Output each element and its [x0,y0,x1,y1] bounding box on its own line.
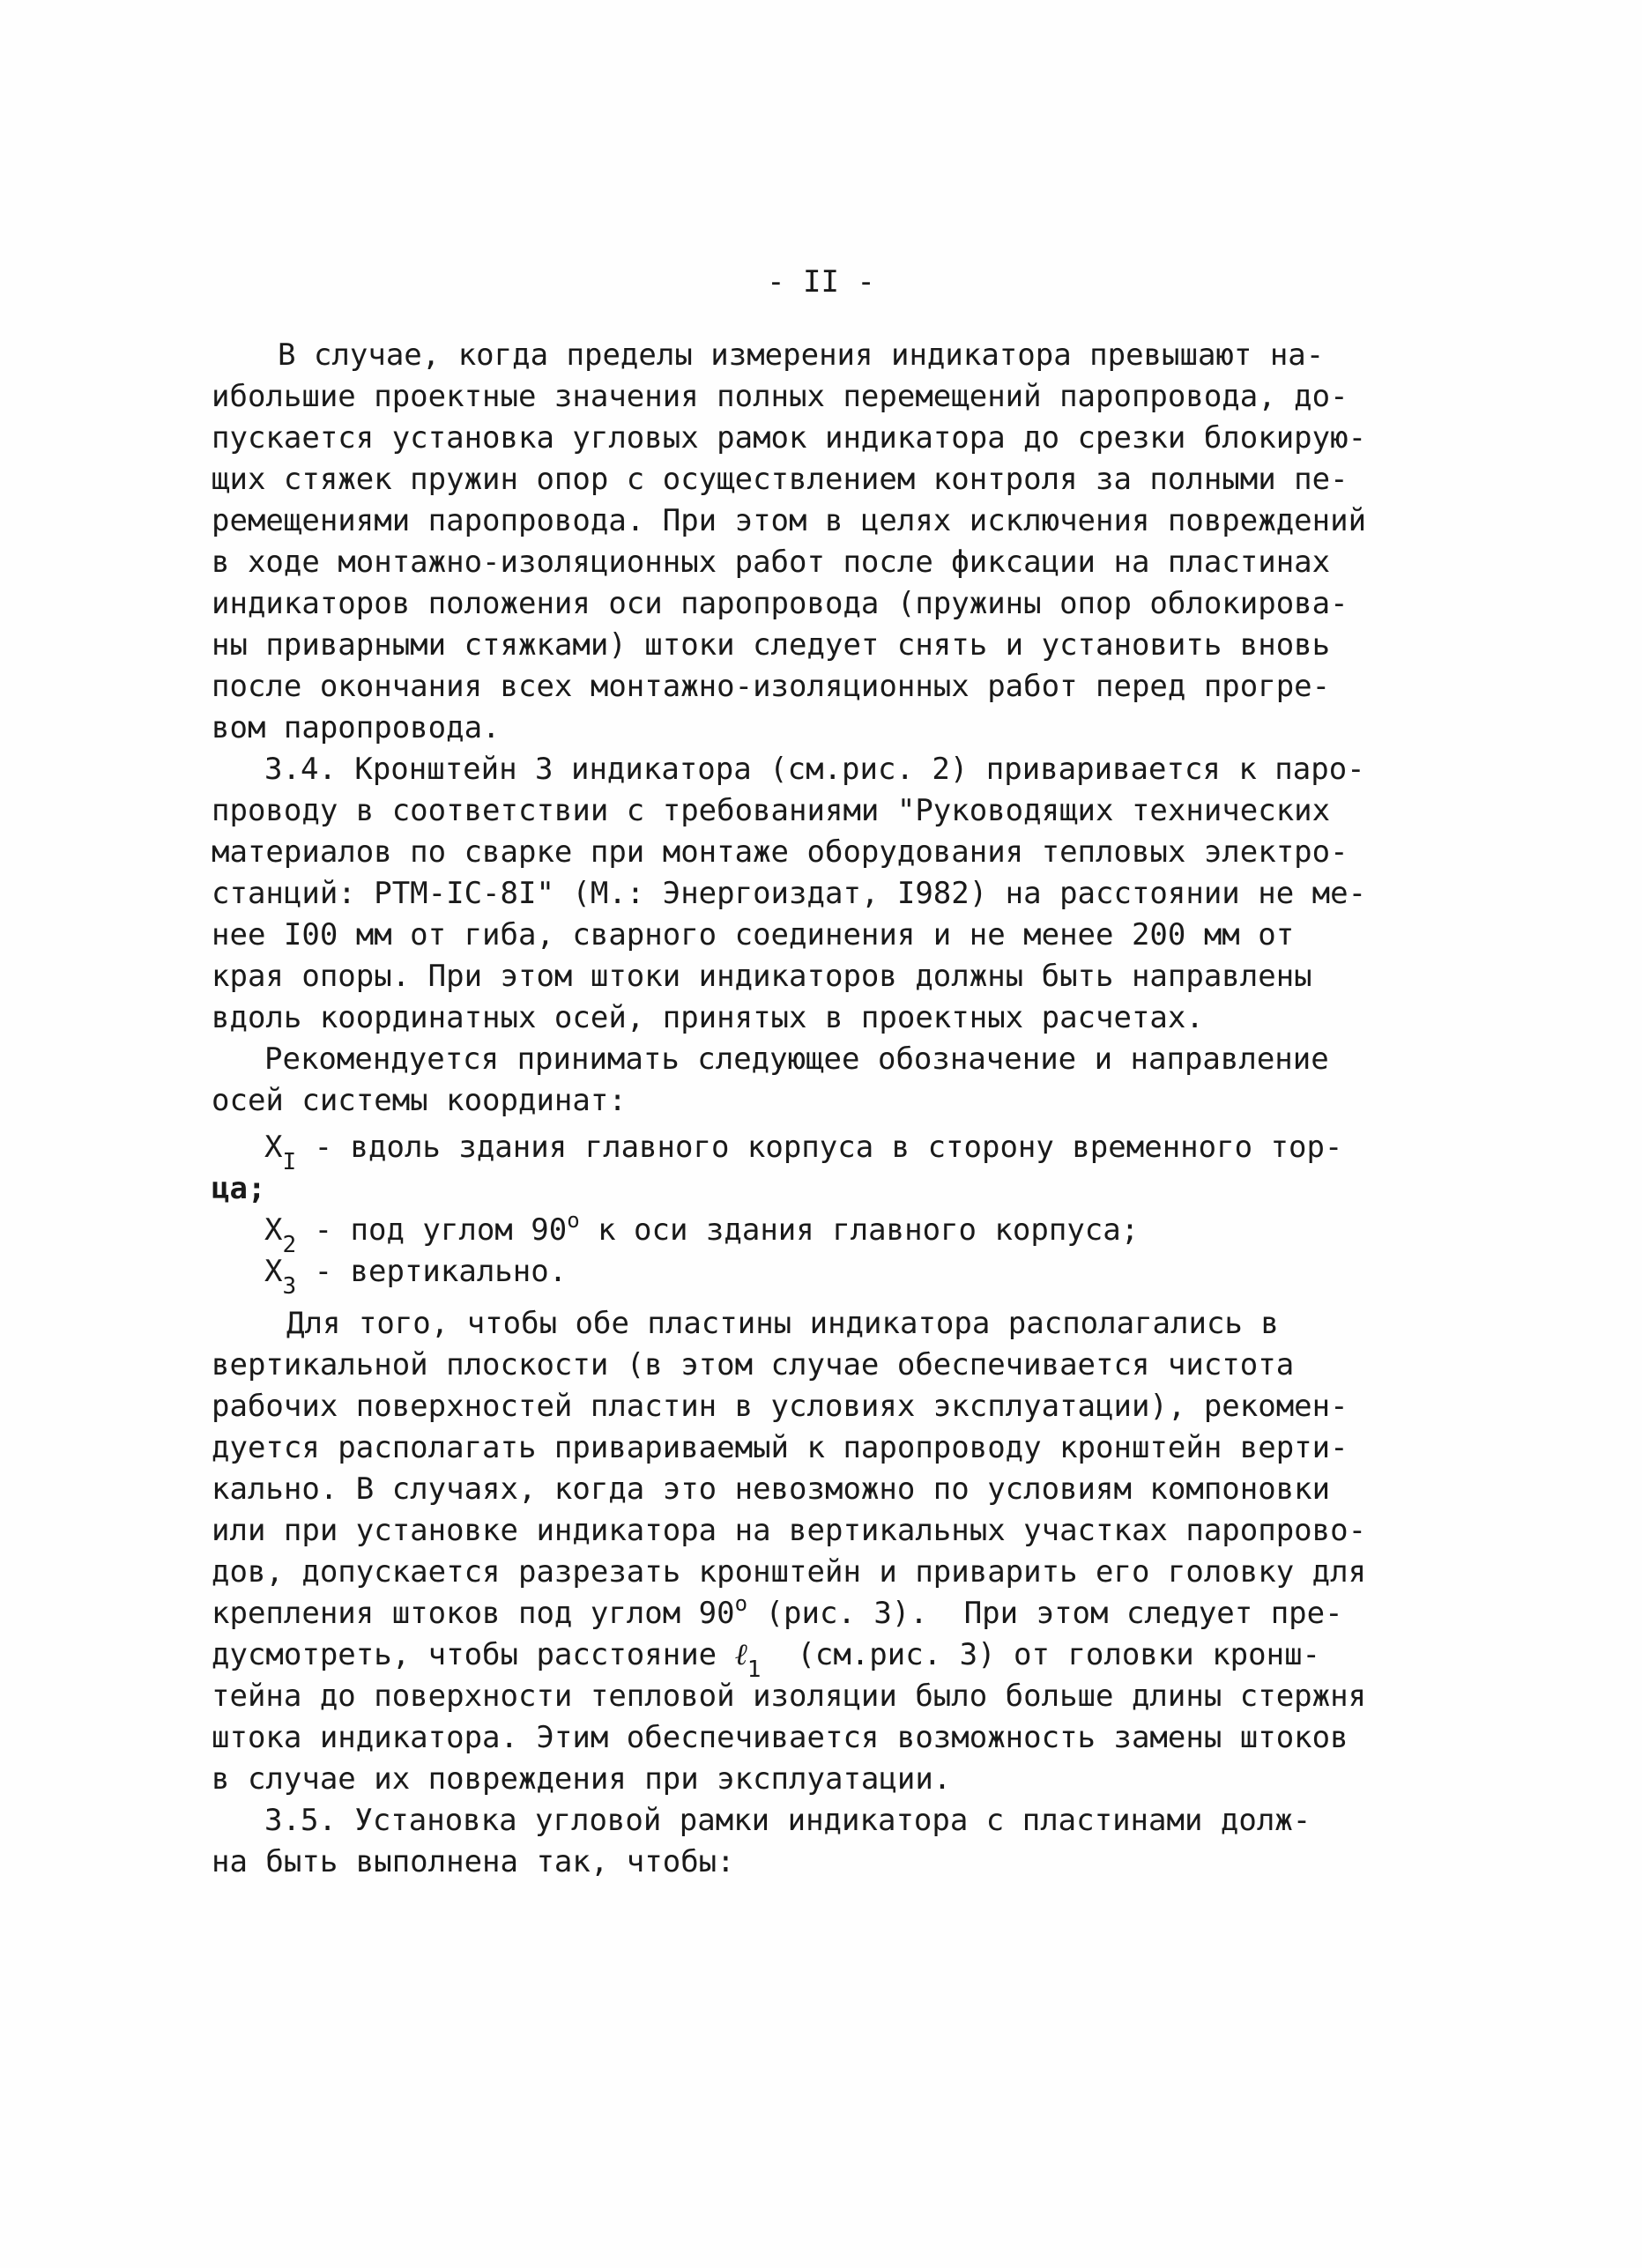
text-line: кально. В случаях, когда это невозможно по условиям компоновки [212,1471,1331,1507]
text-line: штока индикатора. Этим обеспечивается возможность замены штоков [212,1720,1349,1755]
text-line: после окончания всех монтажно-изоляционных работ перед прогре- [212,669,1331,704]
line-part: (рис. 3). При этом следует пре- [747,1596,1343,1631]
length-index: 1 [747,1657,762,1683]
text-line-fig3 [212,1591,1343,1634]
text-line: щих стяжек пружин опор с осуществлением контроля за полными пе- [212,462,1349,497]
text-line: материалов по сварке при монтаже оборудования тепловых электро- [212,834,1349,870]
axis-index: I [282,1149,297,1175]
text-line-l1 [212,1637,1321,1683]
axis-index: 3 [282,1273,297,1300]
degree-mark: о [567,1208,580,1233]
length-symbol: ℓ [734,1637,747,1672]
text-line: Для того, чтобы обе пластины индикатора располагались в [286,1306,1279,1341]
text-line: тейна до поверхности тепловой изоляции было больше длины стержня [212,1679,1367,1714]
text-line: края опоры. При этом штоки индикаторов должны быть направлены [212,959,1312,994]
axis-x1-line [264,1130,1343,1175]
text-line: на быть выполнена так, чтобы: [212,1844,735,1879]
text-line: в ходе монтажно-изоляционных работ после фиксации на пластинах [212,545,1331,580]
text-line: дов, допускается разрезать кронштейн и приварить его головку для [212,1554,1367,1590]
text-line: индикаторов положения оси паропровода (пружины опор облокирова- [212,586,1349,621]
text-line: ибольшие проектные значения полных перемещений паропровода, до- [212,379,1349,414]
text-line: дуется располагать привариваемый к паропроводу кронштейн верти- [212,1430,1349,1465]
section-3-5-start: 3.5. Установка угловой рамки индикатора с пластинами долж- [264,1803,1311,1838]
page-number: - II - [767,264,875,300]
axis-x1-continuation: ца; [212,1171,266,1206]
text-line: пускается установка угловых рамок индикатора до срезки блокирую- [212,420,1367,456]
text-line: или при установке индикатора на вертикальных участках паропрово- [212,1513,1367,1548]
axis-symbol: X [264,1130,283,1165]
axis-x3-line [264,1254,568,1300]
axis-description-cont: к оси здания главного корпуса; [579,1212,1140,1248]
axis-x2-line [264,1208,1140,1258]
axis-symbol: X [264,1254,283,1289]
text-line: в случае их повреждения при эксплуатации. [212,1761,952,1797]
axis-index: 2 [282,1232,297,1258]
axis-description: - вдоль здания главного корпуса в сторону временного тор- [296,1130,1343,1165]
text-line: Рекомендуется принимать следующее обозначение и направление [264,1041,1329,1077]
text-line: вертикальной плоскости (в этом случае обеспечивается чистота [212,1347,1295,1382]
text-line: осей системы координат: [212,1083,627,1118]
text-line: рабочих поверхностей пластин в условиях эксплуатации), рекомен- [212,1389,1349,1424]
text-line: нее I00 мм от гиба, сварного соединения и не менее 200 мм от [212,917,1295,952]
text-line: вдоль координатных осей, принятых в проектных расчетах. [212,1000,1204,1035]
text-line: вом паропровода. [212,710,501,745]
text-line: ремещениями паропровода. При этом в целях исключения повреждений [212,503,1367,538]
line-part: (см.рис. 3) от головки кронш- [761,1637,1321,1672]
degree-mark: о [734,1591,748,1616]
axis-symbol: X [264,1212,283,1248]
text-line: проводу в соответствии с требованиями "Руководящих технических [212,793,1331,828]
text-line: ны приварными стяжками) штоки следует снять и установить вновь [212,627,1331,663]
line-part: дусмотреть, чтобы расстояние [212,1637,735,1672]
text-line: В случае, когда пределы измерения индикатора превышают на- [278,337,1325,373]
axis-description: - под углом 90 [296,1212,568,1248]
section-3-4-start: 3.4. Кронштейн 3 индикатора (см.рис. 2) приваривается к паро- [264,752,1365,787]
line-part: крепления штоков под углом 90 [212,1596,735,1631]
axis-description: - вертикально. [296,1254,568,1289]
text-line: станций: РТМ-IC-8I" (М.: Энергоиздат, I982) на расстоянии не ме- [212,876,1367,911]
